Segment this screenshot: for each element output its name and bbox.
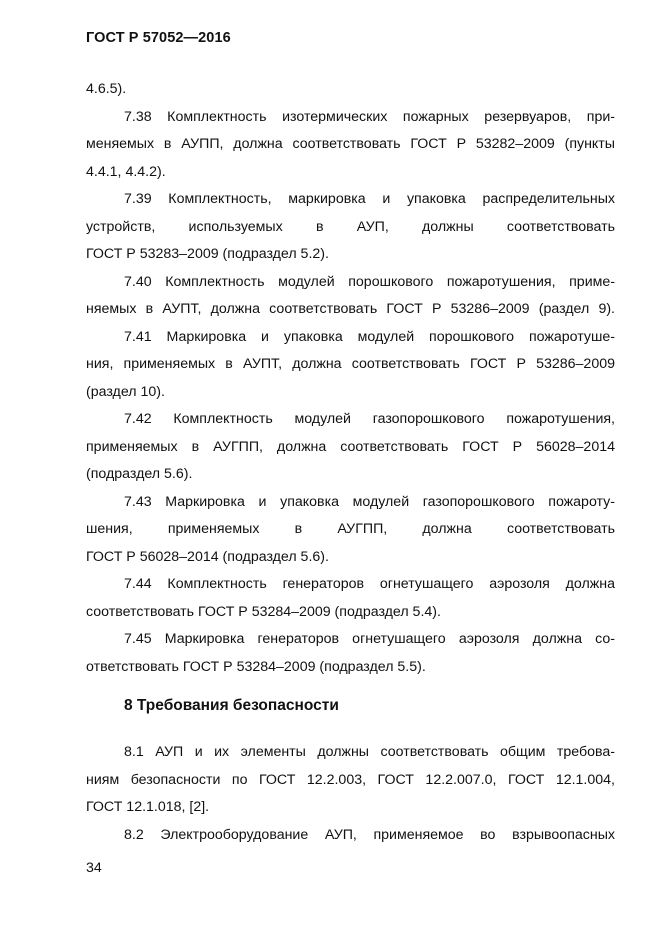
text-line: устройств, используемых в АУП, должны соответствовать (86, 218, 615, 235)
document-header: ГОСТ Р 57052—2016 (86, 30, 231, 46)
section-body (86, 739, 615, 849)
text-line: 4.4.1, 4.4.2). (86, 163, 166, 180)
text-line: соответствовать ГОСТ Р 53284–2009 (подраздел 5.4). (86, 603, 441, 620)
text-line: 7.43 Маркировка и упаковка модулей газопорошкового пожароту- (124, 493, 615, 510)
text-line: 4.6.5). (86, 81, 127, 97)
text-line: меняемых в АУПП, должна соответствовать ГОСТ Р 53282–2009 (пункты (86, 136, 615, 152)
text-line: 7.42 Комплектность модулей газопорошкового пожаротушения, (124, 411, 615, 427)
page-number: 34 (86, 860, 102, 876)
section-heading: 8 Требования безопасности (124, 697, 339, 714)
text-line: шения, применяемых в АУГПП, должна соответствовать (86, 521, 615, 537)
text-line: ГОСТ Р 53283–2009 (подраздел 5.2). (86, 246, 329, 262)
text-line: 7.41 Маркировка и упаковка модулей порошкового пожаротуше- (124, 328, 615, 345)
text-line: ГОСТ Р 56028–2014 (подраздел 5.6). (86, 548, 329, 565)
text-line: няемых в АУПТ, должна соответствовать ГОСТ Р 53286–2009 (раздел 9). (86, 301, 615, 317)
text-line: 7.45 Маркировка генераторов огнетушащего аэрозоля должна со- (124, 631, 615, 647)
document-body (86, 76, 615, 681)
text-line: ответствовать ГОСТ Р 53284–2009 (подраздел 5.5). (86, 658, 426, 675)
text-line: 8.2 Электрооборудование АУП, применяемое во взрывоопасных (124, 826, 615, 843)
text-line: 7.44 Комплектность генераторов огнетушащего аэрозоля должна (124, 576, 615, 592)
text-line: ниям безопасности по ГОСТ 12.2.003, ГОСТ 12.2.007.0, ГОСТ 12.1.004, (86, 771, 615, 788)
text-line: применяемых в АУГПП, должна соответствовать ГОСТ Р 56028–2014 (86, 438, 615, 455)
text-line: ния, применяемых в АУПТ, должна соответствовать ГОСТ Р 53286–2009 (86, 356, 615, 372)
text-line: 7.40 Комплектность модулей порошкового пожаротушения, приме- (124, 273, 615, 290)
text-line: 7.38 Комплектность изотермических пожарных резервуаров, при- (124, 108, 615, 125)
text-line: (подраздел 5.6). (86, 466, 193, 482)
text-line: 7.39 Комплектность, маркировка и упаковка распределительных (124, 191, 615, 207)
text-line: ГОСТ 12.1.018, [2]. (86, 799, 210, 815)
text-line: (раздел 10). (86, 383, 165, 400)
text-line: 8.1 АУП и их элементы должны соответствовать общим требова- (124, 744, 615, 760)
